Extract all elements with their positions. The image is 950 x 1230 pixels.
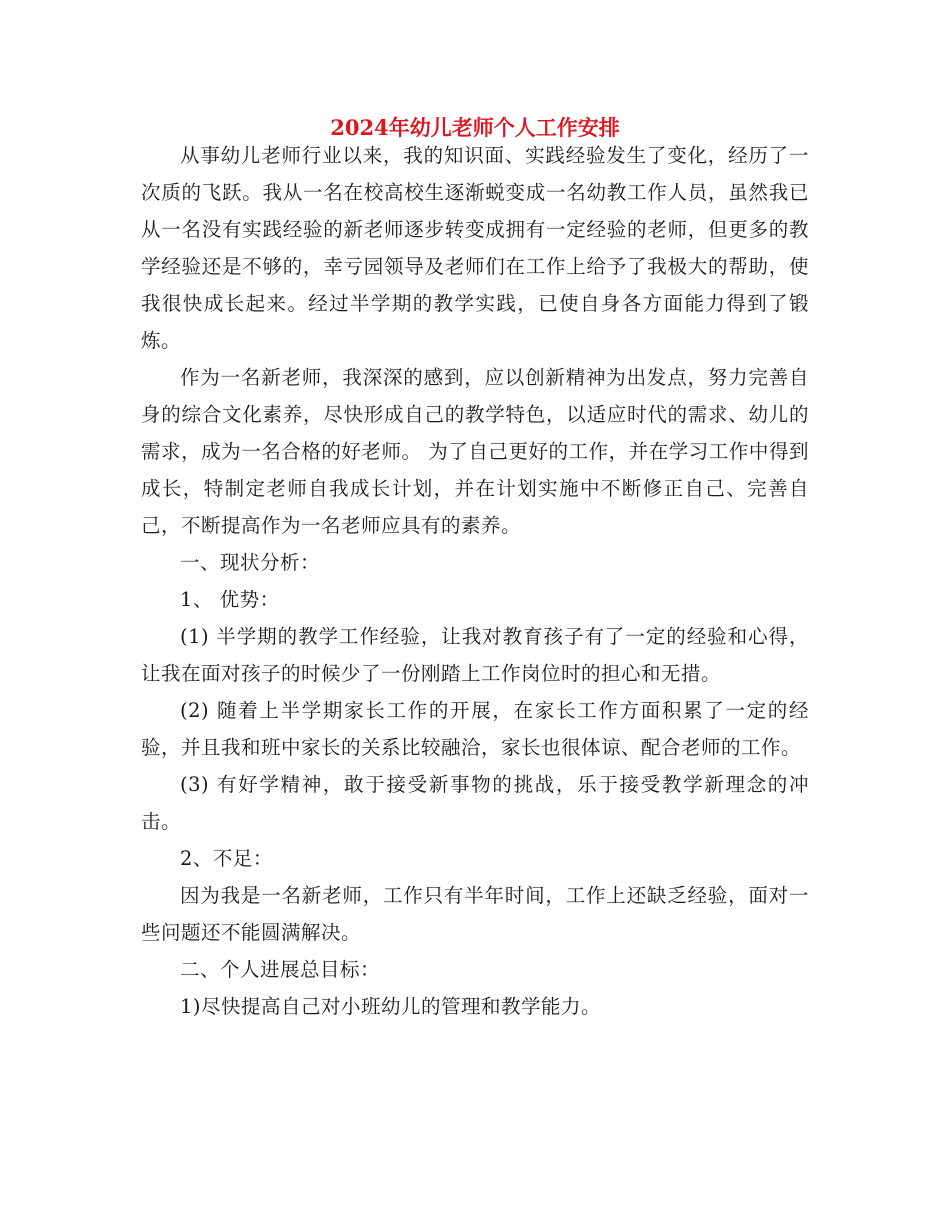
section-heading-status: 一、现状分析：	[180, 551, 321, 574]
paragraph-goal: 作为一名新老师，我深深的感到，应以创新精神为出发点，努力完善自身的综合文化素养，尽快形成自己的教学特色，以适应时代的需求、幼儿的需求，成为一名合格的好老师。 为了自己更好的工作，并在学习工作中得到成长，特制定老师自我成长计划，并在计划实施中不断修正自己、完善自己，不断提高作为一名老师应具有的素养。	[141, 366, 809, 537]
subheading-strengths: 1、 优势：	[180, 588, 280, 611]
paragraph-weakness: 因为我是一名新老师，工作只有半年时间，工作上还缺乏经验，面对一些问题还不能圆满解决。	[141, 884, 809, 944]
section-heading-goals: 二、个人进展总目标：	[180, 958, 381, 981]
paragraph-strength-2: (2) 随着上半学期家长工作的开展，在家长工作方面积累了一定的经验，并且我和班中家长的关系比较融洽，家长也很体谅、配合老师的工作。	[141, 699, 809, 759]
paragraph-strength-3: (3) 有好学精神，敢于接受新事物的挑战，乐于接受教学新理念的冲击。	[141, 773, 809, 833]
paragraph-intro: 从事幼儿老师行业以来，我的知识面、实践经验发生了变化，经历了一次质的飞跃。我从一名在校高校生逐渐蜕变成一名幼教工作人员，虽然我已从一名没有实践经验的新老师逐步转变成拥有一定经验的老师，但更多的教学经验还是不够的，幸亏园领导及老师们在工作上给予了我极大的帮助，使我很快成长起来。经过半学期的教学实践，已使自身各方面能力得到了锻炼。	[141, 144, 809, 352]
document-title: 2024年幼儿老师个人工作安排	[330, 115, 620, 140]
paragraph-goal-1: 1)尽快提高自己对小班幼儿的管理和教学能力。	[180, 995, 602, 1018]
paragraph-strength-1: (1) 半学期的教学工作经验，让我对教育孩子有了一定的经验和心得，让我在面对孩子的时候少了一份刚踏上工作岗位时的担心和无措。	[141, 625, 809, 685]
subheading-weaknesses: 2、不足：	[180, 847, 273, 870]
document-body	[141, 137, 809, 1025]
